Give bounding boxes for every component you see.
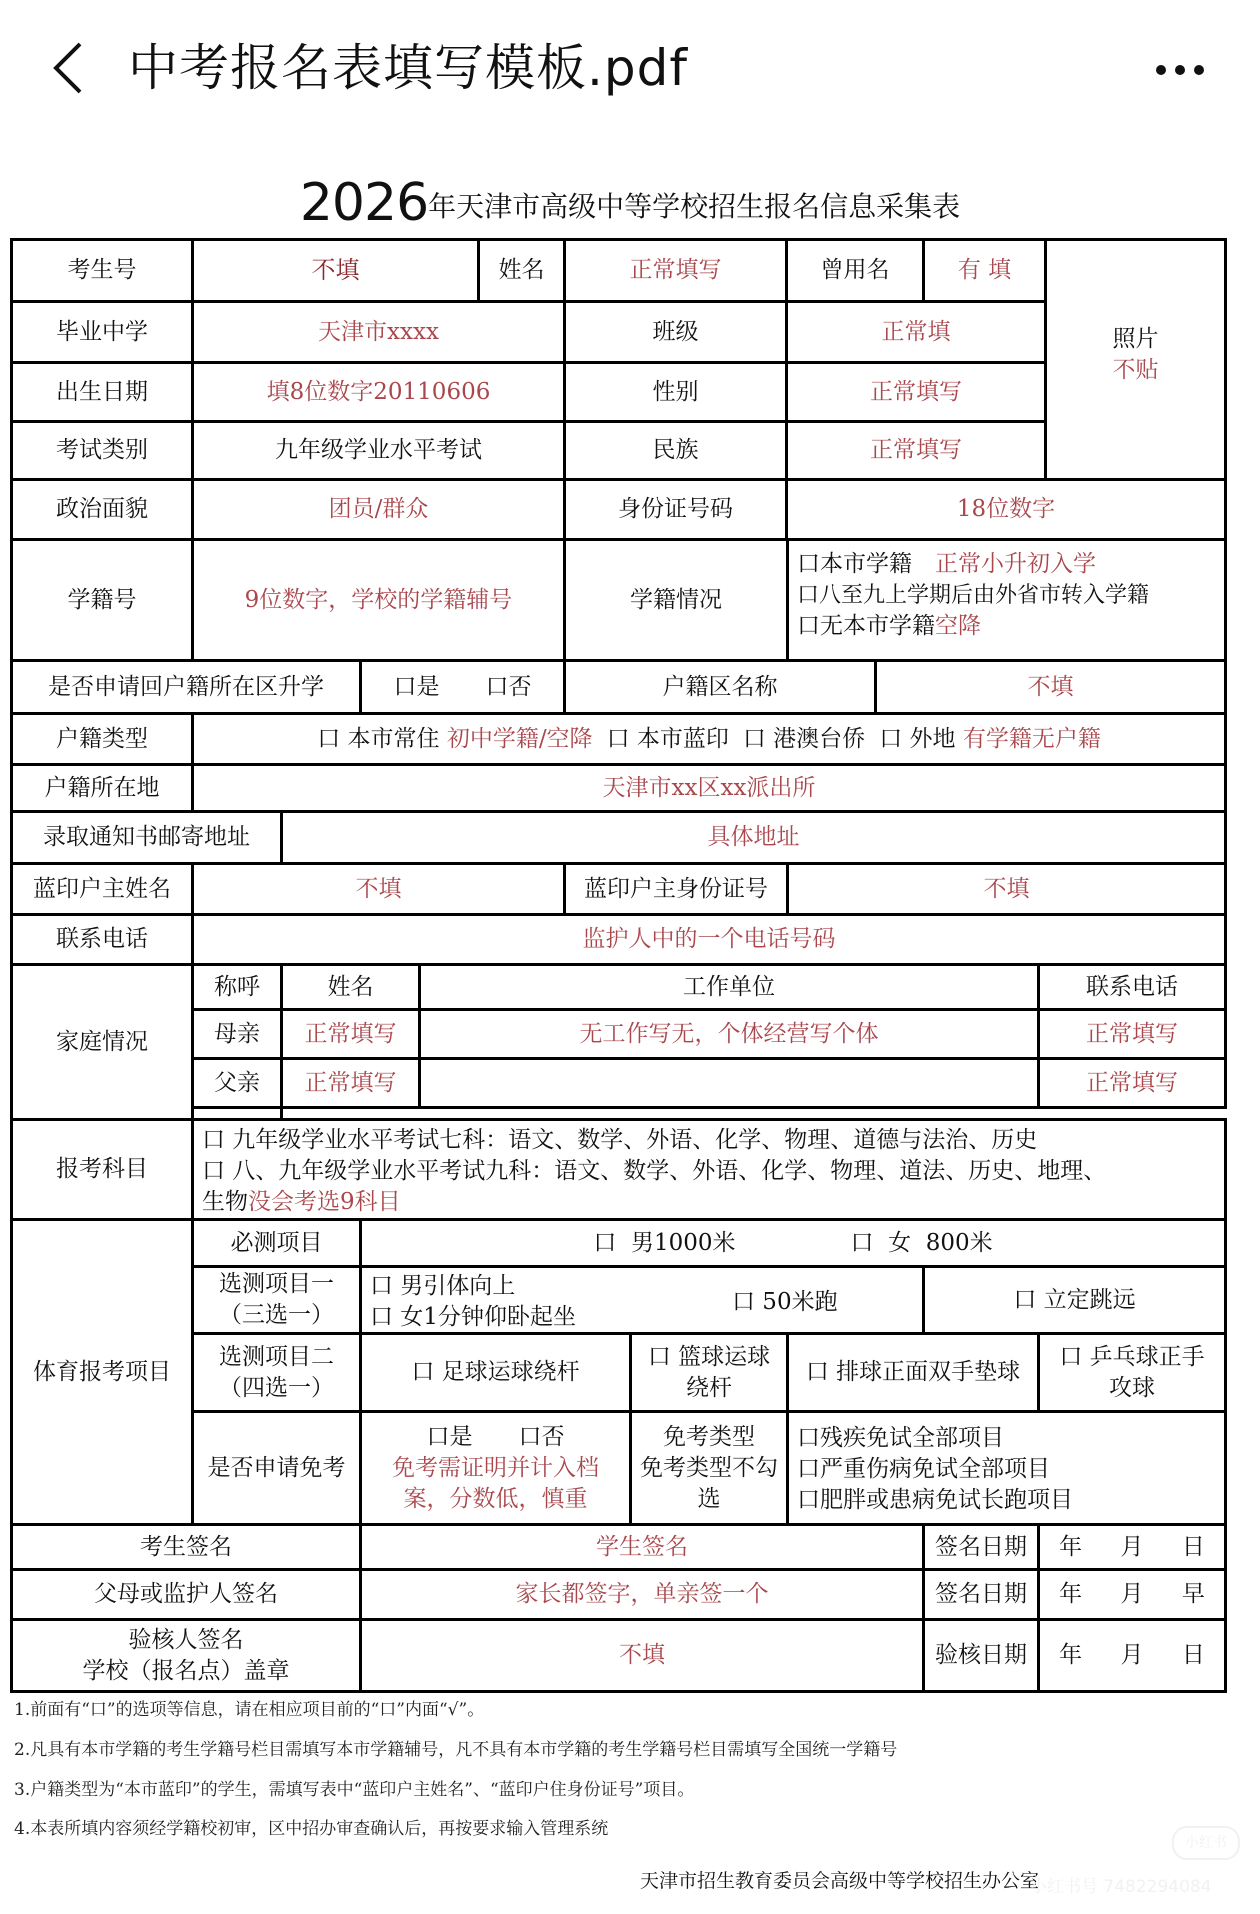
pe-option-long-jump[interactable]: 口 立定跳远 (922, 1265, 1227, 1335)
family-mother-phone: 正常填写 (1037, 1008, 1227, 1060)
label-gender: 性别 (563, 361, 788, 423)
value-birth: 填8位数字20110606 (191, 361, 566, 423)
pe-exempt-type-injury[interactable]: 口严重伤病免试全部项目 (797, 1456, 1050, 1482)
family-header-relation: 称呼 (191, 963, 283, 1011)
value-class: 正常填 (785, 300, 1047, 364)
hukou-option-blue-stamp[interactable]: 口 本市蓝印 (606, 725, 729, 752)
family-row3-relation (191, 1106, 283, 1121)
value-name: 正常填写 (563, 238, 788, 303)
label-verifier-signature (10, 1618, 362, 1693)
label-pe-required: 必测项目 (191, 1218, 362, 1268)
value-student-signature: 学生签名 (359, 1523, 925, 1571)
student-sign-date[interactable] (1037, 1523, 1227, 1571)
date-day: 早 (1181, 1581, 1205, 1607)
option-text: 口 本市常住 (317, 725, 440, 752)
date-day: 日 (1181, 1642, 1205, 1668)
value-blue-stamp-id: 不填 (786, 862, 1227, 916)
label-family: 家庭情况 (10, 963, 194, 1121)
subjects-options (191, 1118, 1227, 1221)
pe-exempt-type-cell (629, 1410, 789, 1526)
option-note: 初中学籍/空降 (446, 725, 593, 752)
pe-label-line: 选测项目二 (219, 1343, 334, 1370)
pe-exempt-type-label: 免考类型 (663, 1423, 755, 1450)
pe-exempt-type-disability[interactable]: 口残疾免试全部项目 (797, 1425, 1004, 1451)
pe-option-basketball[interactable]: 口 篮球运球绕杆 (629, 1332, 789, 1413)
label-student-sign-date: 签名日期 (922, 1523, 1040, 1571)
subjects-option-nine-cont (202, 1187, 1216, 1218)
value-gender: 正常填写 (785, 361, 1047, 423)
label-political: 政治面貌 (10, 478, 194, 541)
family-mother-relation: 母亲 (191, 1008, 283, 1060)
family-father-work (418, 1057, 1040, 1109)
value-guardian-signature: 家长都签字，单亲签一个 (359, 1568, 925, 1621)
photo-label: 照片 (1112, 325, 1159, 352)
more-dot (1194, 65, 1204, 75)
label-return-district: 是否申请回户籍所在区升学 (10, 659, 362, 715)
pe-exempt-types (786, 1410, 1227, 1526)
verifier-label-line: 学校（报名点）盖章 (82, 1657, 290, 1684)
value-contact: 监护人中的一个电话号码 (191, 913, 1227, 966)
more-dot (1175, 65, 1185, 75)
return-district-options[interactable]: 口是 口否 (359, 659, 566, 715)
title-text: 年天津市高级中等学校招生报名信息采集表 (428, 190, 961, 223)
pe-option-pullup[interactable]: 口 男引体向上 (370, 1273, 516, 1299)
date-year: 年 (1059, 1642, 1083, 1668)
app-top-bar (0, 0, 1260, 140)
label-id-no: 身份证号码 (563, 478, 788, 541)
record-status-options (786, 538, 1227, 662)
option-text: 口八至九上学期后由外省市转入学籍 (797, 583, 1150, 608)
option-note: 有学籍无户籍 (962, 725, 1101, 752)
label-former-name: 曾用名 (785, 238, 925, 303)
label-birth: 出生日期 (10, 361, 194, 423)
more-options-button[interactable] (1140, 52, 1220, 88)
label-exam-type: 考试类别 (10, 420, 194, 481)
option-note: 正常小升初入学 (935, 551, 1096, 577)
value-hukou-location: 天津市xx区xx派出所 (191, 763, 1227, 813)
pe-exempt-type-obesity[interactable]: 口肥胖或患病免试长跑项目 (797, 1487, 1073, 1513)
pe-label-line: 选测项目一 (219, 1271, 334, 1297)
option-text: 口 外地 (879, 725, 956, 752)
label-pe-exempt: 是否申请免考 (191, 1410, 362, 1526)
value-exam-type: 九年级学业水平考试 (191, 420, 566, 481)
label-guardian-sign-date: 签名日期 (922, 1568, 1040, 1621)
pe-option-football[interactable]: 口 足球运球绕杆 (359, 1332, 632, 1413)
label-student-signature: 考生签名 (10, 1523, 362, 1571)
value-former-name: 有 填 (922, 238, 1047, 303)
label-subjects: 报考科目 (10, 1118, 194, 1221)
date-month: 月 (1120, 1533, 1144, 1560)
label-district-name: 户籍区名称 (563, 659, 877, 715)
date-year: 年 (1059, 1581, 1083, 1607)
file-title: 中考报名表填写模板.pdf (128, 39, 688, 97)
option-text: 口无本市学籍 (797, 613, 935, 639)
family-header-work: 工作单位 (418, 963, 1040, 1011)
label-blue-stamp-owner: 蓝印户主姓名 (10, 862, 194, 916)
label-contact: 联系电话 (10, 913, 194, 966)
label-pe: 体育报考项目 (10, 1218, 194, 1526)
label-guardian-signature: 父母或监护人签名 (10, 1568, 362, 1621)
value-ethnicity: 正常填写 (785, 420, 1047, 481)
value-district-name: 不填 (874, 659, 1227, 715)
subjects-option-nine[interactable]: 口 八、九年级学业水平考试九科：语文、数学、外语、化学、物理、道法、历史、地理、 (202, 1158, 1107, 1184)
verifier-label-line: 验核人签名 (128, 1626, 244, 1653)
family-father-relation: 父亲 (191, 1057, 283, 1109)
record-option-local[interactable] (797, 549, 1216, 580)
value-political: 团员/群众 (191, 478, 566, 541)
watermark-logo: 小红书 (1172, 1826, 1240, 1860)
subjects-note: 没会考选9科目 (248, 1189, 401, 1215)
label-student-record: 学籍号 (10, 538, 194, 662)
photo-box (1044, 238, 1227, 481)
option-note: 空降 (935, 613, 981, 639)
verify-date[interactable] (1037, 1618, 1227, 1693)
label-name: 姓名 (477, 238, 566, 303)
document-title (0, 173, 1260, 233)
value-verifier-signature: 不填 (359, 1618, 925, 1693)
date-month: 月 (1120, 1642, 1144, 1668)
pe-exempt-cell (359, 1410, 632, 1526)
hukou-option-local[interactable] (317, 724, 592, 755)
family-father-name: 正常填写 (280, 1057, 421, 1109)
label-exam-no: 考生号 (10, 238, 194, 303)
label-pe-elective1 (191, 1265, 362, 1335)
subjects-bio: 生物 (202, 1189, 248, 1215)
hukou-type-options (191, 712, 1227, 766)
pe-option-50m[interactable]: 口 50米跑 (732, 1289, 838, 1315)
label-mail-address: 录取通知书邮寄地址 (10, 810, 283, 865)
value-mail-address: 具体地址 (280, 810, 1227, 865)
label-verify-date: 验核日期 (922, 1618, 1040, 1693)
family-mother-name: 正常填写 (280, 1008, 421, 1060)
record-option-transfer[interactable] (797, 580, 1216, 611)
label-pe-elective2 (191, 1332, 362, 1413)
pe-elective1-options-left (359, 1265, 925, 1335)
date-month: 月 (1120, 1581, 1144, 1607)
subjects-option-seven[interactable]: 口 九年级学业水平考试七科：语文、数学、外语、化学、物理、道德与法治、历史 (202, 1127, 1038, 1153)
pe-required-options[interactable]: 口 男1000米 口 女 800米 (359, 1218, 1227, 1268)
photo-note: 不贴 (1112, 356, 1159, 383)
hukou-option-nonlocal[interactable] (879, 724, 1101, 755)
value-id-no: 18位数字 (785, 478, 1227, 541)
option-text: 口本市学籍 (797, 551, 912, 577)
pe-option-situp[interactable]: 口 女1分钟仰卧起坐 (370, 1304, 576, 1330)
pe-label-line: （三选一） (219, 1302, 334, 1328)
note-1: 1.前面有“口”的选项等信息，请在相应项目前的“口”内面“√”。 (14, 1700, 485, 1720)
pe-exempt-note: 免考需证明并计入档案，分数低，慎重 (392, 1454, 599, 1512)
record-option-none[interactable] (797, 611, 1216, 642)
value-exam-no: 不填 (191, 238, 480, 303)
chevron-left-icon (42, 38, 102, 98)
value-school: 天津市xxxx (191, 300, 566, 364)
family-header-phone: 联系电话 (1037, 963, 1227, 1011)
note-4: 4.本表所填内容须经学籍校初审，区中招办审查确认后，再按要求输入管理系统 (14, 1819, 609, 1839)
more-horizontal-icon (1156, 65, 1166, 75)
note-3: 3.户籍类型为“本市蓝印”的学生，需填写表中“蓝印户主姓名”、“蓝印户住身份证号”项目。 (14, 1780, 695, 1800)
label-school: 毕业中学 (10, 300, 194, 364)
label-ethnicity: 民族 (563, 420, 788, 481)
back-button[interactable] (42, 38, 102, 98)
pe-option-pingpong[interactable]: 口 乒乓球正手攻球 (1037, 1332, 1227, 1413)
label-hukou-location: 户籍所在地 (10, 763, 194, 813)
guardian-sign-date[interactable] (1037, 1568, 1227, 1621)
watermark-id: 小红书号 7482294084 (1030, 1877, 1212, 1897)
label-record-status: 学籍情况 (563, 538, 789, 662)
date-year: 年 (1059, 1533, 1083, 1560)
pe-label-line: （四选一） (219, 1374, 334, 1401)
family-header-name: 姓名 (280, 963, 421, 1011)
family-father-phone: 正常填写 (1037, 1057, 1227, 1109)
value-student-record: 9位数字，学校的学籍辅号 (191, 538, 566, 662)
value-blue-stamp-owner: 不填 (191, 862, 566, 916)
label-hukou-type: 户籍类型 (10, 712, 194, 766)
label-blue-stamp-id: 蓝印户主身份证号 (563, 862, 789, 916)
note-2: 2.凡具有本市学籍的考生学籍号栏目需填写本市学籍辅号，凡不具有本市学籍的考生学籍号栏目需填写全国统一学籍号 (14, 1740, 898, 1760)
date-day: 日 (1181, 1533, 1205, 1560)
issuer: 天津市招生教育委员会高级中等学校招生办公室 (640, 1870, 1040, 1892)
label-class: 班级 (563, 300, 788, 364)
pe-exempt-type-note: 免考类型不勾选 (640, 1454, 778, 1512)
pe-option-volleyball[interactable]: 口 排球正面双手垫球 (786, 1332, 1040, 1413)
pe-exempt-options[interactable]: 口是 口否 (426, 1423, 565, 1450)
title-year: 2026 (299, 173, 429, 233)
hukou-option-hk-macau-tw[interactable]: 口 港澳台侨 (742, 725, 866, 752)
family-mother-work: 无工作写无，个体经营写个体 (418, 1008, 1040, 1060)
